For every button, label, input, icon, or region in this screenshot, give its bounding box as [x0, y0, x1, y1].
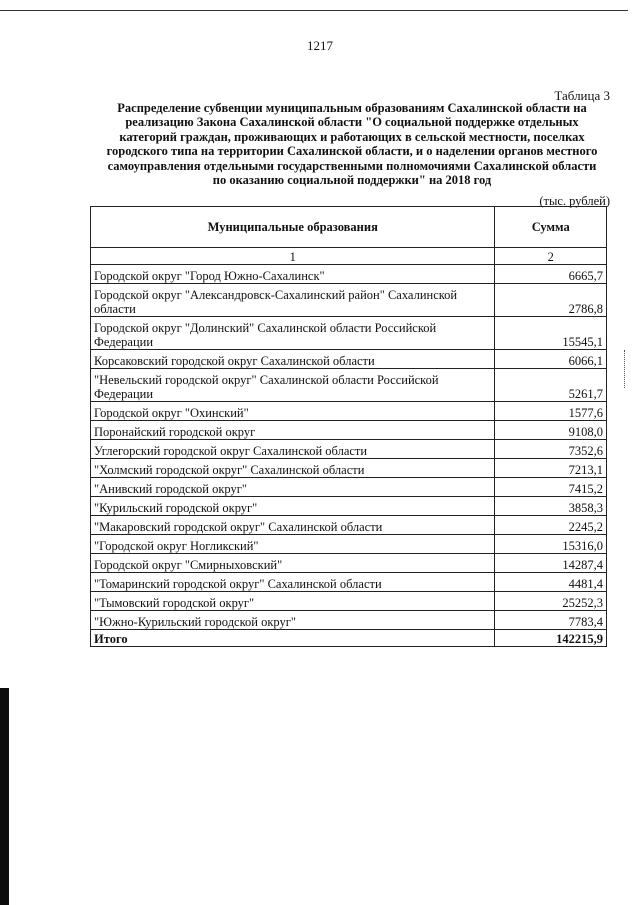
table-row	[91, 516, 607, 535]
table-label: Таблица 3	[554, 88, 610, 103]
table-row	[91, 459, 607, 478]
column-header-sum: Сумма	[495, 207, 607, 248]
table-row	[91, 421, 607, 440]
sum-value: 7352,6	[495, 440, 607, 459]
sum-value: 7783,4	[495, 611, 607, 630]
column-number: 2	[495, 248, 607, 265]
table-row	[91, 611, 607, 630]
table-row	[91, 592, 607, 611]
sum-value: 3858,3	[495, 497, 607, 516]
municipality-name: Углегорский городской округ Сахалинской области	[91, 440, 495, 459]
table-row	[91, 265, 607, 284]
table-row	[91, 369, 607, 402]
scan-edge-bar	[0, 688, 9, 905]
municipality-name: Городской округ "Смирныховский"	[91, 554, 495, 573]
sum-value: 9108,0	[495, 421, 607, 440]
subvention-table	[90, 206, 607, 647]
units-label: (тыс. рублей)	[539, 194, 610, 208]
sum-value: 2245,2	[495, 516, 607, 535]
table-row	[91, 402, 607, 421]
table-row	[91, 535, 607, 554]
margin-mark	[624, 350, 626, 388]
municipality-name: "Тымовский городской округ"	[91, 592, 495, 611]
sum-value: 15545,1	[495, 317, 607, 350]
municipality-name: Поронайский городской округ	[91, 421, 495, 440]
title-line: по оказанию социальной поддержки" на 2018 год	[212, 173, 492, 188]
municipality-name: Городской округ "Город Южно-Сахалинск"	[91, 265, 495, 284]
total-sum: 142215,9	[495, 630, 607, 647]
sum-value: 7213,1	[495, 459, 607, 478]
municipality-name: "Томаринский городской округ" Сахалинской области	[91, 573, 495, 592]
municipality-name: "Невельский городской округ" Сахалинской области Российской Федерации	[91, 369, 495, 402]
column-number-row	[91, 248, 607, 265]
municipality-name: "Холмский городской округ" Сахалинской области	[91, 459, 495, 478]
municipality-name: Корсаковский городской округ Сахалинской области	[91, 350, 495, 369]
municipality-name: "Городской округ Ногликский"	[91, 535, 495, 554]
sum-value: 2786,8	[495, 284, 607, 317]
total-label: Итого	[91, 630, 495, 647]
sum-value: 14287,4	[495, 554, 607, 573]
sum-value: 15316,0	[495, 535, 607, 554]
municipality-name: Городской округ "Александровск-Сахалинский район" Сахалинской области	[91, 284, 495, 317]
table-row	[91, 284, 607, 317]
page-number: 1217	[307, 38, 333, 53]
municipality-name: Городской округ "Охинский"	[91, 402, 495, 421]
municipality-name: Городской округ "Долинский" Сахалинской области Российской Федерации	[91, 317, 495, 350]
table-row	[91, 440, 607, 459]
table-row	[91, 497, 607, 516]
top-rule	[0, 10, 628, 11]
title-line: категорий граждан, проживающих и работающих в сельской местности, поселках	[119, 129, 585, 144]
sum-value: 4481,4	[495, 573, 607, 592]
total-row	[91, 630, 607, 647]
sum-value: 6665,7	[495, 265, 607, 284]
sum-value: 6066,1	[495, 350, 607, 369]
title-line: Распределение субвенции муниципальным образованиям Сахалинской области на	[117, 101, 587, 115]
column-number: 1	[91, 248, 495, 265]
header-row	[91, 207, 607, 248]
municipality-name: "Курильский городской округ"	[91, 497, 495, 516]
table-row	[91, 573, 607, 592]
table-row	[91, 554, 607, 573]
municipality-name: "Южно-Курильский городской округ"	[91, 611, 495, 630]
table-row	[91, 350, 607, 369]
sum-value: 7415,2	[495, 478, 607, 497]
sum-value: 25252,3	[495, 592, 607, 611]
municipality-name: "Анивский городской округ"	[91, 478, 495, 497]
title-line: городского типа на территории Сахалинской области, и о наделении органов местного	[106, 144, 598, 159]
table-row	[91, 478, 607, 497]
document-title	[88, 101, 616, 187]
title-line: самоуправления отдельными государственными полномочиями Сахалинской области	[107, 158, 597, 173]
sum-value: 5261,7	[495, 369, 607, 402]
column-header-municipality: Муниципальные образования	[91, 207, 495, 248]
table-row	[91, 317, 607, 350]
municipality-name: "Макаровский городской округ" Сахалинской области	[91, 516, 495, 535]
title-line: реализацию Закона Сахалинской области "О социальной поддержке отдельных	[125, 115, 579, 130]
sum-value: 1577,6	[495, 402, 607, 421]
